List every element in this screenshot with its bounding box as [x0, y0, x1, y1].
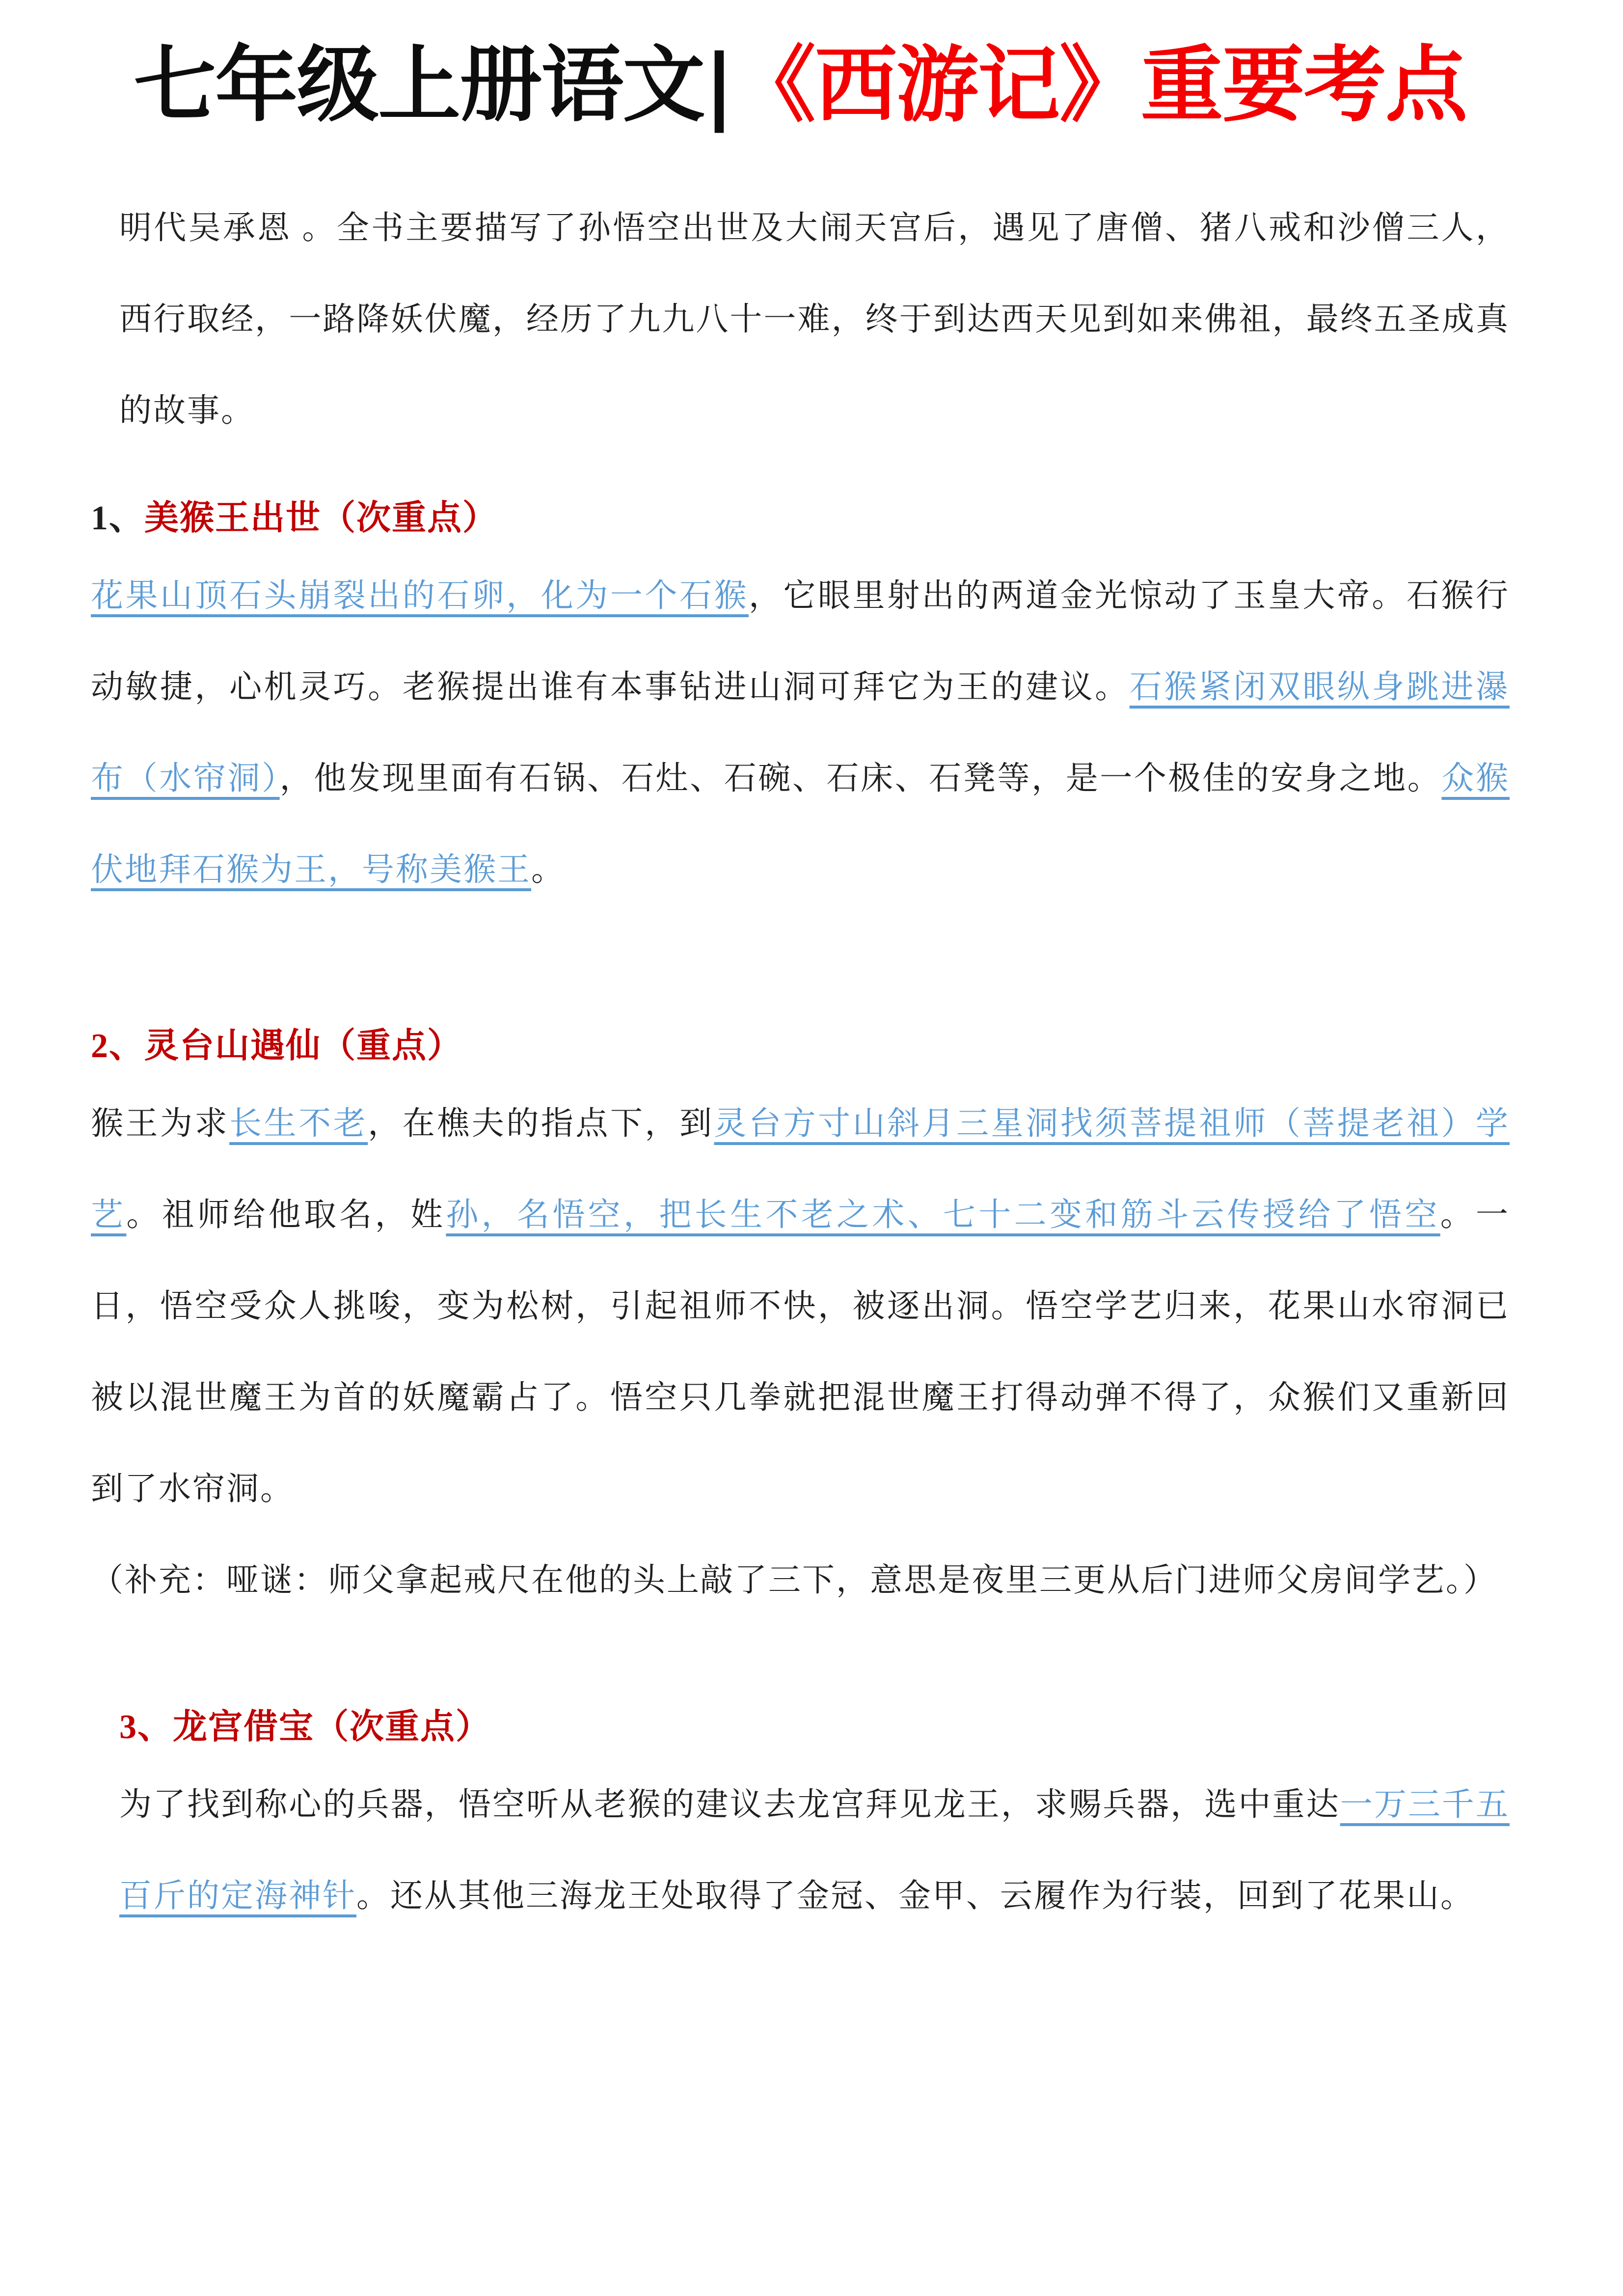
section-2-paragraph: [91, 1078, 1510, 1535]
key-point-underline: 灵台方寸山斜月三星洞找须菩提祖师（菩提老祖）学艺: [91, 1105, 1510, 1233]
key-point-underline: 长生不老: [229, 1105, 368, 1142]
section-3-heading: [119, 1705, 1510, 1749]
paragraph-text: ，他发现里面有石锅、石灶、石碗、石床、石凳等，是一个极佳的安身之地。: [279, 760, 1442, 796]
page-title: [91, 29, 1510, 141]
section-2-number: 2、: [91, 1027, 144, 1065]
section-3-paragraph: [119, 1759, 1510, 1942]
paragraph-text: 。: [531, 851, 565, 888]
paragraph-text: ，在樵夫的指点下，到: [368, 1105, 714, 1142]
paragraph-text: 猴王为求: [91, 1105, 230, 1142]
section-3-number: 3、: [119, 1708, 173, 1746]
section-1: [91, 496, 1510, 916]
section-1-heading: [91, 496, 1510, 541]
title-course-part: 七年级上册语文|: [134, 37, 733, 133]
key-point-underline: 众猴伏地拜石猴为王，号称美猴王: [91, 760, 1510, 888]
paragraph-text: 。一日，悟空受众人挑唆，变为松树，引起祖师不快，被逐出洞。悟空学艺归来，花果山水帘洞已被以混世魔王为首的妖魔霸占了。悟空只几拳就把混世魔王打得动弹不得了，众猴们又重新回到了水帘洞。: [91, 1197, 1510, 1507]
key-point-underline: 孙，名悟空，把长生不老之术、七十二变和筋斗云传授给了悟空: [446, 1197, 1440, 1233]
section-1-number: 1、: [91, 499, 144, 537]
section-2-heading: [91, 1024, 1510, 1068]
key-point-underline: 石猴紧闭双眼纵身跳进瀑布（水帘洞）: [91, 669, 1510, 796]
paragraph-text: ，它眼里射出的两道金光惊动了玉皇大帝。石猴行动敏捷，心机灵巧。老猴提出谁有本事钻进山洞可拜它为王的建议。: [91, 577, 1510, 705]
supplement-note: （补充：哑谜：师父拿起戒尺在他的头上敲了三下，意思是夜里三更从后门进师父房间学艺。）: [91, 1562, 1497, 1598]
key-point-underline: 花果山顶石头崩裂出的石卵，化为一个石猴: [91, 577, 749, 614]
paragraph-text: 。祖师给他取名，姓: [126, 1197, 446, 1233]
section-1-paragraph: [91, 550, 1510, 916]
intro-paragraph: 明代吴承恩 。全书主要描写了孙悟空出世及大闹天宫后，遇见了唐僧、猪八戒和沙僧三人，西行取经，一路降妖伏魔，经历了九九八十一难，终于到达西天见到如来佛祖，最终五圣成真的故事。: [119, 210, 1510, 429]
key-point-underline: 一万三千五百斤的定海神针: [119, 1786, 1510, 1914]
section-3-title: 龙宫借宝（次重点）: [173, 1708, 491, 1746]
paragraph-text: 为了找到称心的兵器，悟空听从老猴的建议去龙宫拜见龙王，求赐兵器，选中重达: [119, 1786, 1340, 1823]
section-3: [91, 1705, 1510, 1942]
section-2-title: 灵台山遇仙（重点）: [144, 1027, 462, 1065]
section-1-title: 美猴王出世（次重点）: [144, 499, 498, 537]
title-book-part: 《西游记》重要考点: [733, 37, 1467, 133]
paragraph-text: 。还从其他三海龙王处取得了金冠、金甲、云履作为行装，回到了花果山。: [356, 1878, 1474, 1914]
section-2: [91, 1024, 1510, 1626]
